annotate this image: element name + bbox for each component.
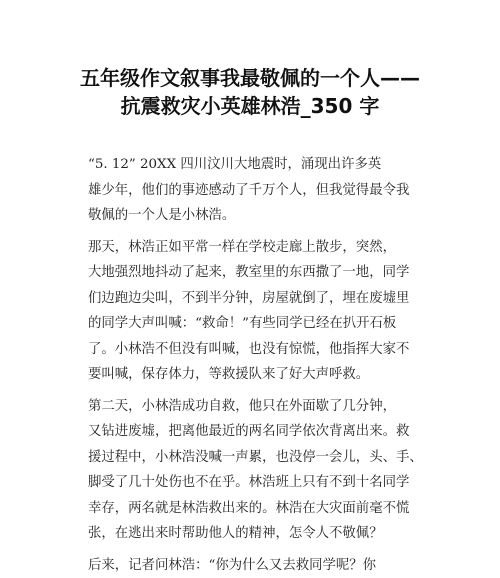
paragraph bbox=[88, 394, 420, 547]
text-line: 敬佩的一个人是小林浩。 bbox=[88, 203, 420, 229]
text-line: “5. 12” 20XX 四川汶川大地震时，涌现出许多英 bbox=[88, 152, 420, 178]
title-line: 抗震救灾小英雄林浩_350 字 bbox=[60, 92, 440, 120]
text-line: 脚受了几十处伤也不在乎。林浩班上只有不到十名同学 bbox=[88, 470, 420, 496]
paragraph bbox=[88, 553, 420, 578]
title-line: 五年级作文叙事我最敬佩的一个人—— bbox=[60, 64, 440, 92]
text-line: 后来，记者问林浩：“你为什么又去救同学呢？你 bbox=[88, 553, 420, 578]
text-line: 雄少年，他们的事迹感动了千万个人，但我觉得最令我 bbox=[88, 178, 420, 204]
text-line: 那天，林浩正如平常一样在学校走廊上散步，突然， bbox=[88, 235, 420, 261]
text-line: 们边跑边尖叫，不到半分钟，房屋就倒了，埋在废墟里 bbox=[88, 286, 420, 312]
document-title bbox=[60, 64, 440, 120]
paragraph bbox=[88, 235, 420, 388]
text-line: 要叫喊，保存体力，等救援队来了好大声呼救。 bbox=[88, 362, 420, 388]
text-line: 的同学大声叫喊：“救命！”有些同学已经在扒开石板 bbox=[88, 311, 420, 337]
text-line: 援过程中，小林浩没喊一声累，也没停一会儿，头、手、 bbox=[88, 445, 420, 471]
text-line: 张，在逃出来时帮助他人的精神，怎令人不敬佩？ bbox=[88, 521, 420, 547]
text-line: 又钻进废墟，把离他最近的两名同学依次背离出来。救 bbox=[88, 419, 420, 445]
paragraph bbox=[88, 152, 420, 229]
text-line: 幸存，两名就是林浩救出来的。林浩在大灾面前毫不慌 bbox=[88, 496, 420, 522]
text-line: 大地强烈地抖动了起来，教室里的东西撒了一地，同学 bbox=[88, 260, 420, 286]
text-line: 了。小林浩不但没有叫喊，也没有惊慌，他指挥大家不 bbox=[88, 337, 420, 363]
document-body bbox=[88, 152, 420, 578]
text-line: 第二天，小林浩成功自救，他只在外面歇了几分钟， bbox=[88, 394, 420, 420]
